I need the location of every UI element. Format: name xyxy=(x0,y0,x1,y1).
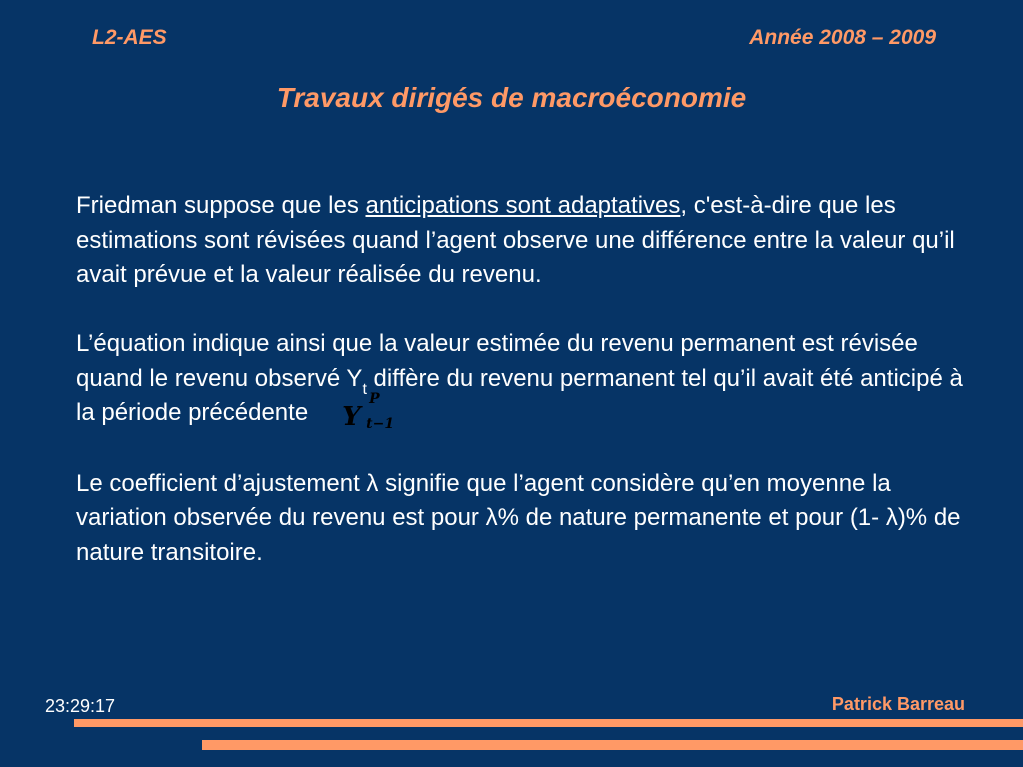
formula-base: Y xyxy=(342,402,361,432)
p2-text: L’équation indique ainsi que la valeur estimée du revenu permanent est révisée quand le revenu observé Y xyxy=(76,330,918,392)
clock-time: 23:29:17 xyxy=(45,696,116,716)
p2-text-end: diffère du revenu permanent tel qu’il avait été anticipé à la période précédente xyxy=(76,364,963,426)
course-label: L2-AES xyxy=(92,26,167,49)
paragraph-lambda: Le coefficient d’ajustement λ signifie que l’agent considère qu’en moyenne la variation observée du revenu est pour λ% de nature permanente et pour (1- λ)% de nature transitoire. xyxy=(76,469,961,566)
paragraph-adaptive-expectations xyxy=(76,189,976,293)
subscript-t: t xyxy=(362,380,367,398)
footer-bar-bottom xyxy=(202,740,1023,750)
formula-y-permanent xyxy=(336,391,416,432)
formula-subscript: t−1 xyxy=(366,416,395,432)
slide-body xyxy=(76,189,976,570)
academic-year: Année 2008 – 2009 xyxy=(749,26,936,49)
p1-text: Friedman suppose que les xyxy=(76,192,366,219)
formula-superscript: P xyxy=(369,391,380,407)
footer-bar-top xyxy=(74,719,1023,727)
slide-title: Travaux dirigés de macroéconomie xyxy=(276,82,747,113)
p1-text-end: , c'est-à-dire que les estimations sont révisées quand l’agent observe une différence entre la valeur qu’il avait prévue et la valeur réalisée du revenu. xyxy=(76,192,955,288)
author-name: Patrick Barreau xyxy=(831,694,965,714)
underlined-term: anticipations sont adaptatives xyxy=(365,192,681,219)
paragraph-equation xyxy=(76,327,976,432)
